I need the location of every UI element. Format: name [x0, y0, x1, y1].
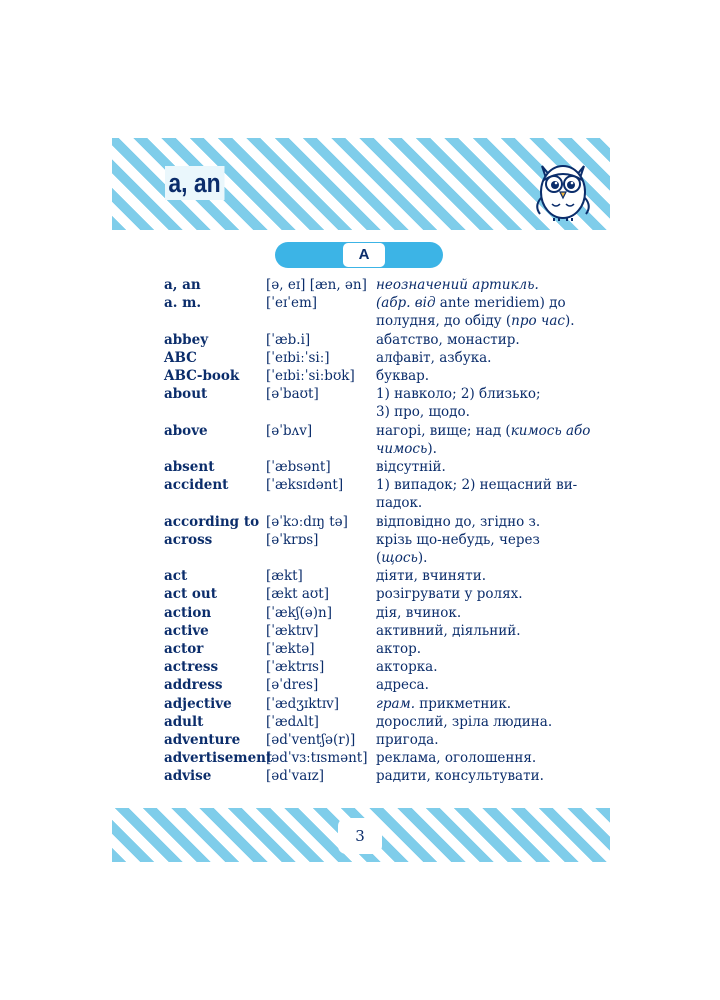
- translation-text: ).: [564, 313, 575, 330]
- entry-word: ABC: [164, 349, 197, 366]
- entry-transcription: [ə, eɪ] [æn, ən]: [266, 277, 367, 293]
- entry-transcription: [əˈbʌv]: [266, 422, 313, 439]
- translation-text: активний, діяльний.: [376, 622, 521, 639]
- translation-line: [376, 385, 604, 403]
- dictionary-entry: [164, 585, 604, 603]
- dictionary-entry: [164, 331, 604, 349]
- translation-line: [376, 294, 604, 312]
- translation-line: [376, 403, 604, 421]
- entry-translation: [376, 422, 604, 458]
- entry-transcription: [ˈædʌlt]: [266, 713, 319, 730]
- translation-line: [376, 494, 604, 512]
- translation-line: [376, 367, 604, 385]
- entry-word: adult: [164, 713, 204, 730]
- entry-word: abbey: [164, 331, 209, 348]
- entry-translation: [376, 749, 604, 767]
- entry-transcription: [ədˈvaɪz]: [266, 768, 324, 785]
- dictionary-entry: [164, 640, 604, 658]
- dictionary-entry: [164, 422, 604, 458]
- entry-translation: [376, 294, 604, 330]
- entry-transcription: [əˈdres]: [266, 677, 319, 694]
- entry-transcription: [ˈæb.i]: [266, 331, 311, 348]
- translation-line: [376, 567, 604, 585]
- entry-translation: [376, 476, 604, 512]
- dictionary-entry: [164, 531, 604, 567]
- entry-transcription: [ˈæksɪdənt]: [266, 477, 344, 494]
- entry-word: advertisement: [164, 750, 273, 767]
- owl-icon: [530, 152, 596, 222]
- translation-line: [376, 513, 604, 531]
- entry-translation: [376, 458, 604, 476]
- dictionary-entries: [164, 276, 604, 786]
- translation-note: (абр. від: [376, 295, 436, 312]
- translation-line: [376, 749, 604, 767]
- translation-line: [376, 585, 604, 603]
- section-letter: A: [342, 242, 386, 268]
- entry-transcription: [ˈeɪˈem]: [266, 295, 318, 312]
- entry-translation: [376, 658, 604, 676]
- entry-transcription: [ˈækʃ(ə)n]: [266, 604, 332, 621]
- entry-word: a. m.: [164, 295, 202, 312]
- translation-note: кимось або: [510, 422, 591, 439]
- entry-word: accident: [164, 477, 229, 494]
- entry-word: action: [164, 604, 212, 621]
- translation-text: акторка.: [376, 659, 438, 676]
- entry-transcription: [ˈæbsənt]: [266, 459, 331, 476]
- translation-text: 3) про, щодо.: [376, 404, 470, 421]
- translation-line: [376, 713, 604, 731]
- translation-text: розігрувати у ролях.: [376, 586, 523, 603]
- entry-transcription: [ˈæktə]: [266, 641, 315, 658]
- translation-text: 1) випадок; 2) нещасний ви-: [376, 477, 578, 494]
- entry-transcription: [ˈæktrɪs]: [266, 659, 325, 676]
- translation-line: [376, 549, 604, 567]
- entry-transcription: [ədˈventʃə(r)]: [266, 732, 356, 749]
- entry-translation: [376, 585, 604, 603]
- entry-transcription: [ækt aʊt]: [266, 586, 329, 603]
- translation-text: діяти, вчиняти.: [376, 568, 486, 585]
- translation-line: [376, 312, 604, 330]
- entry-word: actress: [164, 659, 219, 676]
- dictionary-entry: [164, 476, 604, 512]
- translation-line: [376, 476, 604, 494]
- dictionary-entry: [164, 658, 604, 676]
- dictionary-entry: [164, 294, 604, 330]
- translation-line: [376, 640, 604, 658]
- translation-line: [376, 731, 604, 749]
- translation-text: ).: [427, 440, 437, 457]
- translation-note: неозначений артикль.: [376, 277, 539, 293]
- entry-transcription: [ˈædʒɪktɪv]: [266, 695, 340, 712]
- entry-translation: [376, 349, 604, 367]
- translation-text: актор.: [376, 641, 422, 658]
- entry-transcription: [ˈeɪbiːˈsiː]: [266, 349, 330, 366]
- dictionary-entry: [164, 767, 604, 785]
- entry-word: adventure: [164, 732, 241, 749]
- translation-text: 1) навколо; 2) близько;: [376, 386, 541, 403]
- translation-line: [376, 349, 604, 367]
- translation-text: відповідно до, згідно з.: [376, 513, 541, 530]
- translation-line: [376, 767, 604, 785]
- entry-translation: [376, 513, 604, 531]
- entry-translation: [376, 713, 604, 731]
- dictionary-entry: [164, 604, 604, 622]
- translation-text: крізь що-небудь, через: [376, 531, 540, 548]
- translation-text: дорослий, зріла людина.: [376, 713, 553, 730]
- entry-translation: [376, 367, 604, 385]
- translation-line: [376, 422, 604, 440]
- entry-word: about: [164, 386, 208, 403]
- dictionary-entry: [164, 367, 604, 385]
- dictionary-entry: [164, 695, 604, 713]
- translation-text: ).: [417, 550, 428, 567]
- entry-word: act: [164, 568, 188, 585]
- translation-line: [376, 676, 604, 694]
- translation-text: адреса.: [376, 677, 429, 694]
- entry-transcription: [ˈæktɪv]: [266, 622, 319, 639]
- translation-note: щось: [381, 550, 418, 567]
- entry-translation: [376, 567, 604, 585]
- entry-translation: [376, 385, 604, 421]
- translation-text: дія, вчинок.: [376, 604, 462, 621]
- entry-transcription: [əˈbaʊt]: [266, 386, 319, 403]
- entry-translation: [376, 276, 604, 294]
- entry-word: across: [164, 531, 213, 548]
- dictionary-entry: [164, 713, 604, 731]
- dictionary-entry: [164, 458, 604, 476]
- entry-word: actor: [164, 641, 204, 658]
- translation-note: про час: [511, 313, 565, 330]
- entry-translation: [376, 331, 604, 349]
- entry-transcription: [ækt]: [266, 568, 303, 585]
- translation-note: чимось: [376, 440, 428, 457]
- entry-word: active: [164, 622, 209, 639]
- translation-text: реклама, оголошення.: [376, 750, 537, 767]
- entry-word: above: [164, 422, 208, 439]
- translation-text: радити, консультувати.: [376, 768, 544, 785]
- entry-transcription: [əˈkrɒs]: [266, 531, 319, 548]
- page-title: a, an: [165, 166, 224, 200]
- page-number: 3: [338, 818, 382, 854]
- translation-text: алфавіт, азбука.: [376, 349, 492, 366]
- dictionary-entry: [164, 749, 604, 767]
- entry-translation: [376, 695, 604, 713]
- entry-translation: [376, 622, 604, 640]
- translation-text: падок.: [376, 495, 423, 512]
- dictionary-entry: [164, 622, 604, 640]
- translation-text: прикметник.: [415, 695, 512, 712]
- translation-text: буквар.: [376, 368, 430, 385]
- entry-transcription: [ˈeɪbiːˈsiːbʊk]: [266, 368, 355, 385]
- translation-line: [376, 331, 604, 349]
- translation-line: [376, 622, 604, 640]
- entry-word: ABC-book: [164, 368, 240, 385]
- translation-text: (: [376, 550, 382, 567]
- entry-word: advise: [164, 768, 212, 785]
- entry-translation: [376, 604, 604, 622]
- translation-line: [376, 695, 604, 713]
- translation-line: [376, 604, 604, 622]
- entry-word: a, an: [164, 277, 201, 293]
- translation-line: [376, 658, 604, 676]
- dictionary-entry: [164, 276, 604, 294]
- translation-line: [376, 531, 604, 549]
- entry-word: act out: [164, 586, 217, 603]
- entry-translation: [376, 731, 604, 749]
- translation-text: ante meridiem) до: [435, 295, 566, 312]
- dictionary-entry: [164, 513, 604, 531]
- entry-translation: [376, 767, 604, 785]
- dictionary-entry: [164, 676, 604, 694]
- translation-text: пригода.: [376, 732, 439, 749]
- translation-line: [376, 440, 604, 458]
- translation-text: абатство, монастир.: [376, 331, 520, 348]
- entry-translation: [376, 640, 604, 658]
- translation-line: [376, 458, 604, 476]
- entry-word: absent: [164, 459, 215, 476]
- translation-line: [376, 276, 604, 294]
- entry-transcription: [ədˈvɜːtɪsmənt]: [266, 750, 368, 767]
- entry-translation: [376, 676, 604, 694]
- dictionary-entry: [164, 349, 604, 367]
- entry-word: according to: [164, 513, 260, 530]
- translation-text: відсутній.: [376, 459, 446, 476]
- entry-word: address: [164, 677, 223, 694]
- entry-transcription: [əˈkɔːdɪŋ tə]: [266, 513, 348, 530]
- translation-text: полудня, до обіду (: [376, 313, 512, 330]
- entry-translation: [376, 531, 604, 567]
- dictionary-entry: [164, 567, 604, 585]
- dictionary-entry: [164, 385, 604, 421]
- translation-text: нагорі, вище; над (: [376, 422, 511, 439]
- translation-note: грам.: [376, 695, 415, 712]
- entry-word: adjective: [164, 695, 232, 712]
- dictionary-entry: [164, 731, 604, 749]
